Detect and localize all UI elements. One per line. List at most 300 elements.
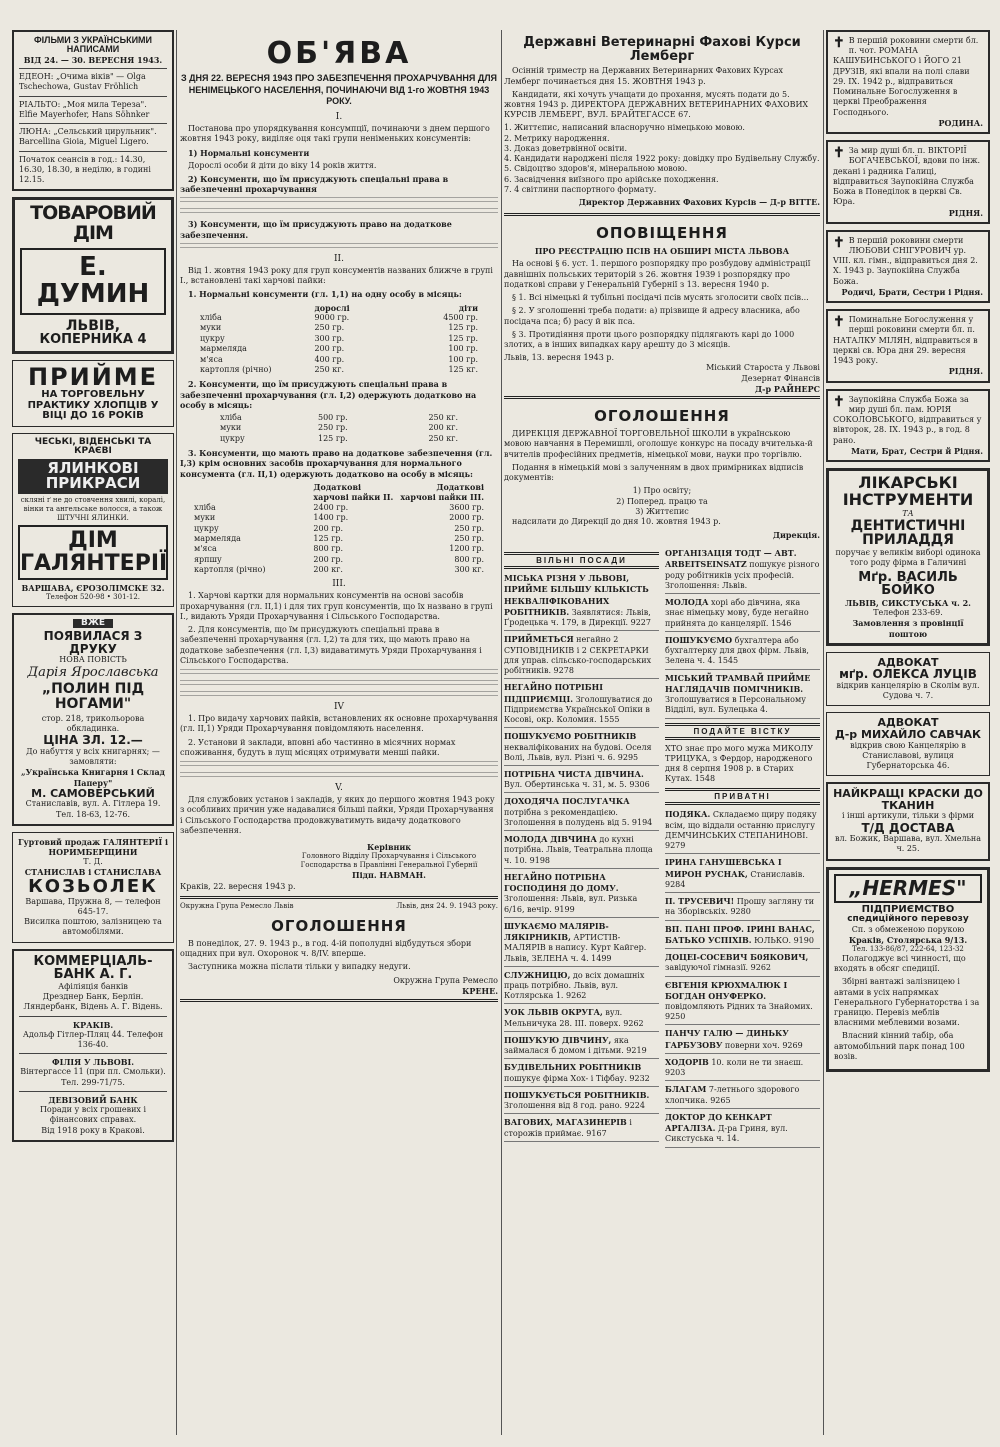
classified-body: пошукує фірма Хох- і Тіфбау. 9232 [504, 1073, 650, 1083]
lawyer-heading: АДВОКАТ [877, 716, 939, 730]
classified-body: 10. коли не ти знаєш. 9203 [665, 1057, 804, 1078]
ration-cell: 2400 гр. [313, 502, 349, 512]
vet-signature: Директор Державних Фахових Курсів — Д-р ВІТТЕ. [578, 197, 820, 208]
obituary-text: Заупокійна Служба Божа за мир душі бл. пам. ЮРІЯ СОКОЛОВСЬКОГО, відправиться у вівторок, 28. IX. 1943 р., в год. 8 рано. [833, 394, 982, 445]
ration-cell: 200 гр. [314, 344, 345, 354]
paints-text: і інші артикули, тільки з фірми [841, 811, 975, 821]
vet-requirement: 6. Засвідчення виїзного про арійське походження. [504, 174, 719, 184]
cross-icon: ✝ [833, 393, 845, 410]
classified-heading-text: НЕГАЙНО ПОТРІБНІ ПІДПРИЄМЦІ. [504, 682, 603, 704]
ration-cell: 250 гр. [318, 423, 348, 433]
films-ad [12, 30, 174, 191]
paragraph: 1. Про видачу харчових пайків, встановлених як основне прохарчування (гл. II,1) Уряди Прохарчування повідомляють населення. [180, 714, 498, 734]
hermes-text: Сп. з обмеженою порукою [851, 924, 965, 934]
wholesale-shipping: Висилка поштою, залізницею та автомобілями. [24, 917, 162, 937]
classified-heading-text: ЄВГЕНІЯ КРЮХМАЛЮК І БОГДАН ОНУФЕРКО. [665, 979, 788, 1001]
book-title: „ПОЛИН ПІД НОГАМИ" [41, 681, 145, 713]
classified-heading-text: ШУКАЄМО МАЛЯРІВ-ЛЯКІРНИКІВ, [504, 920, 609, 943]
ration-header [194, 482, 484, 503]
classified-ad [504, 1035, 659, 1059]
classified-heading-text: МОЛОДА [665, 597, 709, 608]
prime-ad [12, 360, 174, 427]
ration-row [194, 565, 484, 575]
section-number: V. [335, 783, 343, 794]
ration-cell: 4500 гр. [443, 313, 478, 323]
classified-heading-text: ДОЦЕІ-СОСЕВИЧ Б0ЯКОВИЧ, [665, 952, 809, 963]
lawyer-text: відкрив свою Канцелярію в Станиславові, вулиця Губернаторська 46. [850, 740, 966, 771]
hermes-logo: „HERMES" [834, 874, 982, 903]
classified-heading-text: МОЛОДА ДІВЧИНА [504, 834, 597, 845]
wholesale-names: СТАНИСЛАВ і СТАНИСЛАВА [24, 867, 162, 878]
book-tag: ВЖЕ [73, 619, 113, 628]
instruments-orders: Замовлення з провінції поштою [852, 618, 964, 639]
obituary-signature: Мати, Брат, Сестри й Рідня. [851, 445, 983, 456]
classified-heading: ПОДАЙТЕ ВІСТКУ [665, 723, 820, 740]
far-right-column [826, 30, 990, 1435]
obituary-text: Поминальне Богослуження у перші роковини смерти бл. п. НАТАЛКУ МІЛЯН, відправиться в церкві св. Юра дня 29. вересня 1943 року. [833, 315, 978, 366]
cross-icon: ✝ [833, 314, 845, 331]
films-note: Початок сеансів в год.: 14.30, 16.30, 18.30, в неділю, в годині 12.15. [19, 154, 151, 184]
classified-body: Д-ра Гриня, вул. Сикстуська ч. 14. [665, 1124, 788, 1144]
ration-row [194, 513, 484, 523]
classified-body: АРТИСТІВ-МАЛЯРІВ в напису. Курт Кайгер. Львів, ЗЕЛЕНА ч. 4. 1499 [504, 933, 647, 963]
vet-text: Кандидати, які хочуть учащати до прохання, мусять подати до 5. жовтня 1943 р. ДИРЕКТОРА ДЕРЖАВНИХ ВЕТЕРИНАРНИХ ФАХОВИХ КУРСІВ ЛЕМБЕРГ, ВУЛ. БРАЙТЕГАССЕ 67. [504, 89, 809, 120]
ration-cell: 2000 гр. [449, 513, 484, 523]
announcement-subtitle: З ДНЯ 22. ВЕРЕСНЯ 1943 ПРО ЗАБЕЗПЕЧЕННЯ ПРОХАРЧУВАННЯ ДЛЯ НЕНІМЕЦЬКОГО НАСЕЛЕННЯ, ПОЧИНАЮЧИ ВІД 1-го ЖОВТНЯ 1943 РОКУ. [180, 73, 498, 107]
paragraph: 2. Консументи, що їм присуджують спеціальні права в забезпеченні прохарчування (гл. I,2) одержують додатково на особу в місяць: [180, 379, 477, 410]
dogs-signer: Міський Староста у Львові [706, 363, 820, 373]
ration-cell: 250 гр. [454, 533, 484, 543]
bank-krakow-address: Адольф Гітлер-Пляц 44. Телефон 136-40. [22, 1029, 164, 1049]
ration-cell: 250 гр. [314, 323, 345, 333]
classified-body: Зголошення від 8 год. рано. 9224 [504, 1101, 645, 1111]
paragraph: 3) Консументи, що їм присуджують право на додаткове забезпечення. [180, 219, 452, 240]
classified-body: некваліфікованих на будові. Оселя Волі, Львів, вул. Різні ч. 6. 9295 [504, 742, 652, 762]
signer-title: Керівник [366, 841, 412, 852]
toys-phone: Телефон 520-98 • 301-12. [45, 592, 141, 601]
obituary-text: В першій роковини смерти ЛЮБОВИ СНІГУРОВИЧ ур. VIII. кл. гімн., відправиться дня 2. X. 1943 р. Заупокійна Служба Божа. [833, 235, 978, 286]
classified-body: Зголошення: Львів, вул. Ризька 6/16, вечір. 9199 [504, 894, 638, 914]
classified-heading-text: СЛУЖНИЦЮ, [504, 969, 571, 980]
bank-lviv-address: Вінтергассе 11 (при пл. Смольки). Тел. 299-71/75. [20, 1067, 166, 1087]
classified-body: Прошу загляну ти на Зборівськіх. 9280 [665, 897, 815, 917]
instruments-address: ЛЬВІВ, СИКСТУСЬКА ч. 2. [845, 597, 971, 608]
classified-ad [665, 924, 820, 949]
classified-body: ЮЛЬКО. 9190 [754, 935, 814, 945]
ration-cell: 250 кг. [314, 364, 345, 374]
ration-row [220, 434, 458, 444]
hermes-ad [826, 867, 990, 1073]
book-publisher: „Українська Книгарня і Склад Паперу" [20, 767, 165, 788]
classified-ad [504, 921, 659, 967]
classified-body: поверни хоч. 9269 [724, 1040, 803, 1050]
bank-ad [12, 949, 174, 1142]
classified-heading-text: НЕГАЙНО ПОТРІБНА ГОСПОДИНЯ ДО ДОМУ. [504, 871, 619, 894]
wholesale-td: Т. Д. [83, 857, 103, 867]
section-number: III. [332, 579, 346, 590]
ration-cell: 100 гр. [448, 354, 478, 364]
classified-body: вул. Мельничука 28. III. поверх. 9262 [504, 1008, 644, 1028]
signer-name: Підп. НАВМАН. [352, 869, 426, 880]
ration-cell: 125 гр. [448, 333, 478, 343]
column-rule [176, 30, 177, 1435]
ration-row [200, 313, 478, 323]
ration-header-cell: Додаткові харчові пайки II. [313, 481, 394, 503]
classified-heading-text: МІСЬКА РІЗНЯ У ЛЬВОВІ, ПРИЙМЕ БІЛЬШУ КІЛЬКІСТЬ НЕКВАЛІФІКОВАНИХ РОБІТНИКІВ. [504, 573, 649, 617]
ration-cell: 125 гр. [448, 323, 478, 333]
lawyer-ad [826, 652, 990, 707]
school-text: ДИРЕКЦІЯ ДЕРЖАВНОЇ ТОРГОВЕЛЬНОЇ ШКОЛИ в українською мовою навчання в Перемишлі, оголошує конкурс на посаду вчителька-й вчителів професійних предметів, німецької мови, науки про торгівлю. [504, 429, 813, 459]
classified-ad [504, 1090, 659, 1114]
classified-body: до кухні потрібна. Львів, Театральна площа ч. 10. 9198 [504, 835, 653, 865]
ration-row [200, 334, 478, 344]
classified-heading-text: УОК ЛЬВІВ ОКРУГА, [504, 1007, 603, 1018]
ration-cell: 800 гр. [454, 554, 484, 564]
wholesale-ad [12, 832, 174, 943]
ration-header [200, 303, 478, 313]
ration-cell: цукру [220, 433, 245, 443]
section-number: II. [334, 253, 344, 264]
toys-firm: ДІМ ГАЛЯНТЕРІЇ [18, 525, 168, 579]
column-rule [501, 30, 502, 1435]
films-dates: ВІД 24. — 30. ВЕРЕСНЯ 1943. [23, 54, 163, 65]
instruments-owner: Мґр. ВАСИЛЬ БОЙКО [858, 569, 958, 599]
book-pages: стор. 218, трикольорова обкладинка. [41, 713, 145, 733]
classified-body: Зголошуватися до Підприємства Української Опіки в Косові, окр. Коломия. 1555 [504, 694, 653, 725]
paragraph: 1) Нормальні консументи [188, 147, 310, 158]
ration-row [194, 503, 484, 513]
classified-body: потрібна з рекомендацією. Зголошення в полудень від 5. 9194 [504, 807, 653, 827]
classified-heading-text: ХОДОРІВ [665, 1056, 709, 1067]
bank-advice: Поради у всіх грошевих і фінансових справах. [39, 1105, 147, 1125]
classified-heading-text: ВП. ПАНІ ПРОФ. ІРИНІ ВАНАС, БАТЬКО УСПІХІВ. [665, 923, 815, 945]
vet-requirement: 3. Доказ доветрвінної освіти. [504, 143, 628, 153]
ration-cell: цукру [194, 523, 219, 533]
bank-affiliation: Афіліяція банків [58, 981, 128, 991]
hermes-text: Полагоджує всі чинності, що входять в обсяг спедиції. [834, 953, 966, 974]
book-author: Дарія Ярославська [27, 665, 159, 681]
section-number: IV [333, 702, 345, 713]
prime-heading: ПРИЙМЕ [27, 363, 159, 392]
vet-courses-title: Державні Ветеринарні Фахові Курси Лемберг [523, 35, 801, 64]
classified-heading-text: ПРИЙМЕТЬСЯ [504, 634, 574, 645]
classified-heading-text: ПОШУКУЮ ДІВЧИНУ, [504, 1034, 612, 1045]
paints-heading: НАЙКРАЩІ КРАСКИ ДО ТКАНИН [833, 787, 983, 812]
column-rule [823, 30, 824, 1435]
ration-cell: 1200 гр. [449, 544, 484, 554]
hermes-subheading: спедиційного перевозу [847, 914, 969, 925]
ration-row [200, 323, 478, 333]
ration-cell: 800 гр. [313, 544, 344, 554]
obituary-text: За мир душі бл. п. ВІКТОРІЇ БОГАЧЕВСЬКОЇ, вдови по інж. декані і радника Галиці, відправиться Заупокійна Служба Божа в Понеділок в церкві Св. Юра. [833, 146, 981, 207]
book-subheading: НОВА ПОВІСТЬ [59, 655, 127, 665]
ration-row [194, 544, 484, 554]
paragraph: 3. Консументи, що мають право на додаткове забезпечення (гл. I,3) крім основних засобів прохарчування для нормального консумента (гл. II,1) одержують додатково на особу в місяць: [180, 448, 493, 479]
classified-body: Складаємо щиру подяку всім, що віддали останню прислугу ДЕМЧИНСЬКИХ СТЕПАНИНОВІ. 9279 [665, 810, 817, 851]
bank-krakow: КРАКІВ. [72, 1019, 114, 1030]
dogs-notice-title: ОПОВІЩЕННЯ [596, 224, 728, 243]
ration-table-normal [200, 303, 478, 376]
obituary [826, 309, 990, 382]
obituary [826, 230, 990, 303]
notice-org: Окружна Група Ремесло Львів [180, 902, 294, 911]
classified-ad [504, 796, 659, 831]
dogs-text: На основі § 6. уст. 1. першого розпорядку про розбудову адміністрації давнішніх польських територій з 26. жовтня 1939 і розпорядку про податкові справи у Генеральній Губернії з 13. вересня 1940 р. [504, 259, 811, 289]
lawyer-heading: АДВОКАТ [877, 655, 939, 669]
signer-office: Головного Відділу Прохарчування і Сільського Господарства в Правлінні Генеральної Губернії [300, 852, 478, 869]
section-number: I. [335, 112, 343, 123]
classified-heading-text: ПАНЧУ ГАЛЮ — ДИНЬКУ ГАРБУЗОВУ [665, 1028, 789, 1050]
vet-text: Осінній триместр на Державних Ветеринарних Фахових Курсах Лемберг починається дня 15. ЖОВТНЯ 1943 р. [504, 66, 784, 86]
classified-ad [504, 872, 659, 918]
ration-cell: 400 гр. [314, 354, 345, 364]
classified-heading-text: ДОКТОР ДО КЕНКАРТ АРГАЛІЗА. [665, 1111, 772, 1134]
classified-heading-text: ДОХОДЯЧА ПОСЛУГАЧКА [504, 796, 630, 807]
paragraph: Для службових установ і закладів, у яких до першого жовтня 1943 року з особливих причин уже надавалися більші пайки, Уряди Прохарчування і Сільського Господарства продовжуватимуть видачу додаткового забезпечення. [180, 795, 495, 835]
classified-ad [504, 769, 659, 793]
ration-cell: 300 кг. [454, 565, 484, 575]
classified-text: ХТО знає про мого мужа МИКОЛУ ТРИЦУКА, з Фердор, народженого дня 8 серпня 1908 р. в Старих Кутах. 1548 [665, 743, 813, 784]
ration-cell: 250 гр. [454, 523, 484, 533]
classified-heading: ВІЛЬНІ ПОСАДИ [504, 552, 659, 569]
ration-cell: цукру [200, 333, 225, 343]
store-street: КОПЕРНИКА 4 [39, 332, 147, 348]
classified-ad [665, 1057, 820, 1081]
book-owner: М. САМОВЕРСЬКИЙ [31, 786, 155, 800]
ration-cell: муки [200, 323, 222, 333]
notice-signer-name: КРЕНЕ. [462, 985, 498, 996]
classified-ad [665, 896, 820, 920]
school-text: Подання в німецькій мові з залученням в двох примірниках відписів документів: [504, 462, 804, 483]
classified-ad [665, 1112, 820, 1148]
ration-row [200, 355, 478, 365]
classified-heading-text: ВАГОВИХ, МАГАЗИНЕРІВ [504, 1117, 627, 1128]
instruments-phone: Телефон 233-69. [873, 608, 943, 618]
instruments-and: ТА [902, 508, 914, 518]
ration-cell: 300 гр. [314, 333, 345, 343]
cross-icon: ✝ [833, 35, 845, 51]
instruments-heading-2: ДЕНТИСТИЧНІ ПРИЛАДДЯ [850, 517, 966, 549]
cross-icon: ✝ [833, 234, 845, 251]
book-heading: ПОЯВИЛАСЯ З ДРУКУ [43, 628, 143, 656]
toys-address: ВАРШАВА, ЄРОЗОЛІМСКЕ 32. [21, 582, 165, 593]
dogs-signer: Дезернат Фінансів [741, 373, 820, 383]
ration-row [200, 344, 478, 354]
notice-signer: Окружна Група Ремесло [393, 975, 498, 985]
notice-title: ОГОЛОШЕННЯ [271, 916, 407, 935]
ration-cell: хліба [220, 413, 242, 423]
ration-cell: м'яса [194, 544, 217, 554]
ration-cell: 1400 гр. [313, 513, 349, 523]
instruments-heading: ЛІКАРСЬКІ ІНСТРУМЕНТИ [842, 472, 974, 509]
prime-text: НА ТОРГОВЕЛЬНУ ПРАКТИКУ ХЛОПЦІВ У ВІЦІ ДО 16 РОКІВ [27, 389, 159, 422]
ration-cell: 200 гр. [313, 554, 344, 564]
ration-row [220, 413, 458, 423]
ration-table-special [220, 413, 458, 444]
school-notice-title: ОГОЛОШЕННЯ [594, 407, 730, 426]
paragraph: Дорослі особи й діти до віку 14 років життя. [188, 160, 377, 170]
classified-heading-text: ОРГАНІЗАЦІЯ ТОДТ — АВТ. ARBEITSEINSATZ [665, 548, 797, 570]
vet-requirement: 2. Метрику народження. [504, 133, 610, 143]
wholesale-firm: КОЗЬОЛЕК [28, 875, 158, 897]
obituary-text: В першій роковини смерти бл. п. чот. РОМАНА КАШУБИНСЬКОГО і ЙОГО 21 ДРУЗІВ, які впали на полі слави 29. IX. 1942 р., відправиться Поминальне Богослуження в церкві Преображення Господнього. [833, 36, 979, 117]
ration-cell: 9000 гр. [314, 313, 350, 323]
paragraph: Від 1. жовтня 1943 року для груп консументів названих ближче в групі І., встановлені такі харчові пайки: [180, 265, 493, 286]
classified-body: яка займалася б домом і дітьми. 9219 [504, 1035, 647, 1056]
hermes-text: Власний кінний табір, оба автомобільний парк понад 100 возів. [834, 1031, 965, 1061]
bank-since: Від 1918 року в Кракові. [41, 1125, 145, 1135]
classified-body: бухгалтера або бухгалтерку для двох фірм. Львів, Зелена ч. 4. 1545 [665, 635, 809, 666]
ration-cell: 125 кг. [448, 364, 478, 374]
classified-body: 7-летнього здорового хлопчика. 9265 [665, 1085, 800, 1105]
book-order: До набуття у всіх книгарнях; — замовляти: [26, 746, 160, 767]
ration-cell: мармеляда [194, 533, 241, 543]
ration-header-cell [194, 482, 313, 503]
classified-heading-text: МІСЬКИЙ ТРАМВАЙ ПРИЙМЕ НАГЛЯДАЧІВ ПОМІЧНИКІВ. [665, 672, 811, 694]
ration-cell: картопля (річно) [194, 565, 266, 575]
dogs-notice-subtitle: ПРО РЕЄСТРАЦІЮ ПСІВ НА ОБШИРІ МІСТА ЛЬВОВА [534, 246, 790, 257]
classified-heading-text: П. ТРУСЕВИЧ! [665, 896, 735, 907]
ration-row [194, 555, 484, 565]
classified-ad [504, 682, 659, 728]
ration-cell: 250 кг. [428, 413, 458, 423]
ration-cell: 100 гр. [448, 344, 478, 354]
vet-requirement: 4. Кандидати народжені після 1922 року: довідку про Будівельну Службу. [504, 154, 820, 164]
ration-cell: мармеляда [200, 344, 247, 354]
store-city: ЛЬВІВ, [65, 317, 121, 334]
dogs-text: § 1. Всі німецькі й тубільні посідачі псів мусять зголосити своїх псів... [512, 293, 809, 303]
classified-ad [665, 1084, 820, 1108]
bank-lviv: ФІЛІЯ У ЛЬВОВІ. [52, 1057, 134, 1068]
bank-devizovy: ДЕВІЗОВИЙ БАНК [48, 1094, 138, 1105]
classified-heading-text: ПОШУКУЄТЬСЯ РОБІТНИКІВ. [504, 1089, 650, 1100]
classified-ad [665, 548, 820, 594]
ration-cell: 250 кг. [428, 433, 458, 443]
classified-body: і сторожів приймає. 9167 [504, 1118, 632, 1138]
classified-ad [504, 1062, 659, 1086]
ration-header-cell: діти [458, 302, 478, 313]
dogs-text: § 3. Протидіяння проти цього розпорядку підлягають карі до 1000 злотих, а в інших випадках кару арешту до 3 місяців. [504, 329, 795, 349]
vet-requirement: 7. 4 світлини паспортного формату. [504, 184, 657, 194]
lawyer-name: Д-р МИХАЙЛО САВЧАК [834, 728, 982, 742]
ration-cell: 3600 гр. [449, 502, 484, 512]
vet-requirement: 5. Свідоцтво здоров'я, мінеральною мовою. [504, 164, 688, 174]
classified-body: Вул. Обертинська ч. 31, м. 5. 9306 [504, 780, 650, 790]
ration-cell: хліба [194, 502, 216, 512]
paints-firm: Т/Д ДОСТАВА [861, 820, 955, 835]
classified-ad [504, 1117, 659, 1141]
paragraph: 1. Нормальні консументи (гл. 1,1) на одну особу в місяць: [188, 289, 462, 300]
classified-body: до всіх домашніх праць потрібно. Львів, вул. Котлярська 1. 9262 [504, 970, 645, 1001]
obituary [826, 30, 990, 134]
school-requirement: 2) Поперед. працю та [616, 496, 708, 506]
hermes-text: Збірні вантажі залізницею і автами в усіх напрямках Генерального Губернаторства і за границю. Перевіз меблів власними меблевими возами. [834, 977, 980, 1028]
classified-ad [504, 970, 659, 1005]
ration-row [200, 365, 478, 375]
dogs-signer-name: Д-р РАЙНЕРС [755, 383, 820, 394]
ration-row [194, 534, 484, 544]
paragraph: 2. Для консументів, що їм присуджують спеціальні права в забезпеченні прохарчування (гл. I,2) та для тих, що мають право на додаткове забезпечення (гл. I,3) видаватимуть Уряди Прохарчування і Сільського Господарства. [180, 625, 482, 665]
classified-body: повідомляють Рідних та Знайомих. 9250 [665, 1001, 813, 1022]
bank-name: КОММЕРЦІАЛЬ-БАНК А. Г. [33, 953, 153, 983]
toys-title: ЯЛИНКОВІ ПРИКРАСИ [18, 459, 168, 495]
book-price: ЦІНА ЗЛ. 12.— [43, 733, 143, 748]
wholesale-heading: Гуртовий продаж ГАЛЯНТЕРІЇ і НОРИМБЕРЩИНИ [18, 836, 169, 857]
classified-body: пошукує різного роду робітників усіх професій. Зголошення: Львів. [665, 560, 820, 590]
announcement-column [180, 30, 498, 1435]
paints-address: вл. Божик, Варшава, вул. Хмельна ч. 25. [834, 834, 982, 854]
classified-heading-text: БЛАГАМ [665, 1084, 707, 1095]
ration-cell: муки [220, 423, 242, 433]
lawyer-name: мґр. ОЛЕКСА ЛУЦІВ [839, 667, 977, 682]
classified-ad [504, 1007, 659, 1031]
ration-cell: 200 кг. [313, 565, 343, 575]
school-requirement: 3) Життєпис [635, 506, 689, 516]
classified-ad [665, 597, 820, 632]
classified-ad [504, 634, 659, 679]
classified-heading-text: ПОШУКУЄМО [665, 634, 733, 645]
school-text: надсилати до Дирекції до дня 10. жовтня 1943 р. [512, 517, 721, 527]
classified-body: завідуючої гімназії. 9262 [665, 963, 771, 973]
book-address: Станиславів, вул. А. Гітлера 19. [25, 799, 161, 809]
bank-list: Дрезднер Банк, Берлін. Ляндербанк, Відень А. Г. Відень. [23, 992, 163, 1012]
classified-ad [665, 1028, 820, 1053]
obituary [826, 140, 990, 224]
toys-heading: ЧЕСЬКІ, ВІДЕНСЬКІ ТА КРАЄВІ [34, 436, 152, 457]
classified-heading-text: БУДІВЕЛЬНИХ РОБІТНИКІВ [504, 1062, 642, 1073]
classified-heading-text: ПОШУКУЄМО РОБІТНИКІВ [504, 731, 637, 742]
classified-ad [665, 980, 820, 1026]
dogs-text: § 2. У зголошенні треба подати: а) прізвище й адресу власника, або посідача пса; б) расу й вік пса. [504, 306, 800, 326]
book-ad [12, 613, 174, 826]
ration-cell: хліба [200, 313, 222, 323]
hermes-address: Краків, Столярська 9/13. [848, 934, 968, 945]
classified-heading-text: ПОТРІБНА ЧИСТА ДІВЧИНА. [504, 769, 644, 779]
notices-column [504, 30, 820, 1435]
hermes-phone: Тел. 133-86/87, 222-64, 123-32 [852, 945, 964, 954]
lawyer-ad [826, 712, 990, 776]
wholesale-address: Варшава, Пружна 8, — телефон 645-17. [25, 896, 161, 916]
obituary-signature: Родичі, Брати, Сестри і Рідня. [841, 286, 983, 297]
classified-ad [665, 952, 820, 976]
paragraph: 2. Установи й заклади, вповні або частинно в місячних нормах споживання, будуть в лущ місяцях отримувати менші пайки. [180, 737, 456, 757]
classified-body: Станиславів. 9284 [665, 869, 805, 889]
classified-body: хорі або дівчина, яка знає німецьку мову, буде негайно прийнята до канцелярії. 1546 [665, 598, 809, 628]
classified-body: Зголошуватися в Персональному Відділі, вул. Булецька 4. [665, 695, 806, 715]
classified-ad [665, 635, 820, 670]
paragraph: 1. Харчові картки для нормальних консументів на основі засобів прохарчування (гл. II,1) і для тих груп консументів, що їх названо в групі I., видають Уряди Прохарчування і Сільського Господарства. [180, 591, 493, 621]
ration-header-cell [200, 303, 314, 313]
paragraph: Постанова про упорядкування консумпції, починаючи з днем першого жовтня 1943 року, виділяє оця такі групи неніменьких консументів: [180, 124, 490, 144]
school-signature: Дирекція. [772, 530, 820, 541]
ration-cell: ярпшу [194, 554, 222, 564]
ration-cell: м'яса [200, 354, 223, 364]
vet-requirement: 1. Життєпис, написаний власноручно німецькою мовою. [504, 123, 745, 133]
ration-cell: муки [194, 513, 216, 523]
ration-cell: 125 гр. [318, 433, 348, 443]
film-entry: ЕДЕОН: „Очима віків" — Olga Tschechowa, Gustav Fröhlich [19, 72, 146, 92]
obituary-signature: РІДНЯ. [948, 366, 983, 377]
instruments-offer: поручає у великім виборі одинока того роду фірма в Галичині [835, 548, 981, 568]
classified-body: Заявлятися: Львів, Ґродецька ч. 179, в Дирекції. 9227 [504, 607, 651, 628]
classified-heading-text: ІРИНА ГАНУШЕВСЬКА І МИРОН РУСНАК, [665, 857, 782, 879]
classified-ad [504, 573, 659, 631]
ration-cell: 200 кг. [428, 423, 458, 433]
store-ad [12, 197, 174, 354]
left-column [12, 30, 174, 1435]
classified-heading: ПРИВАТНІ [665, 788, 820, 805]
instruments-ad [826, 468, 990, 646]
